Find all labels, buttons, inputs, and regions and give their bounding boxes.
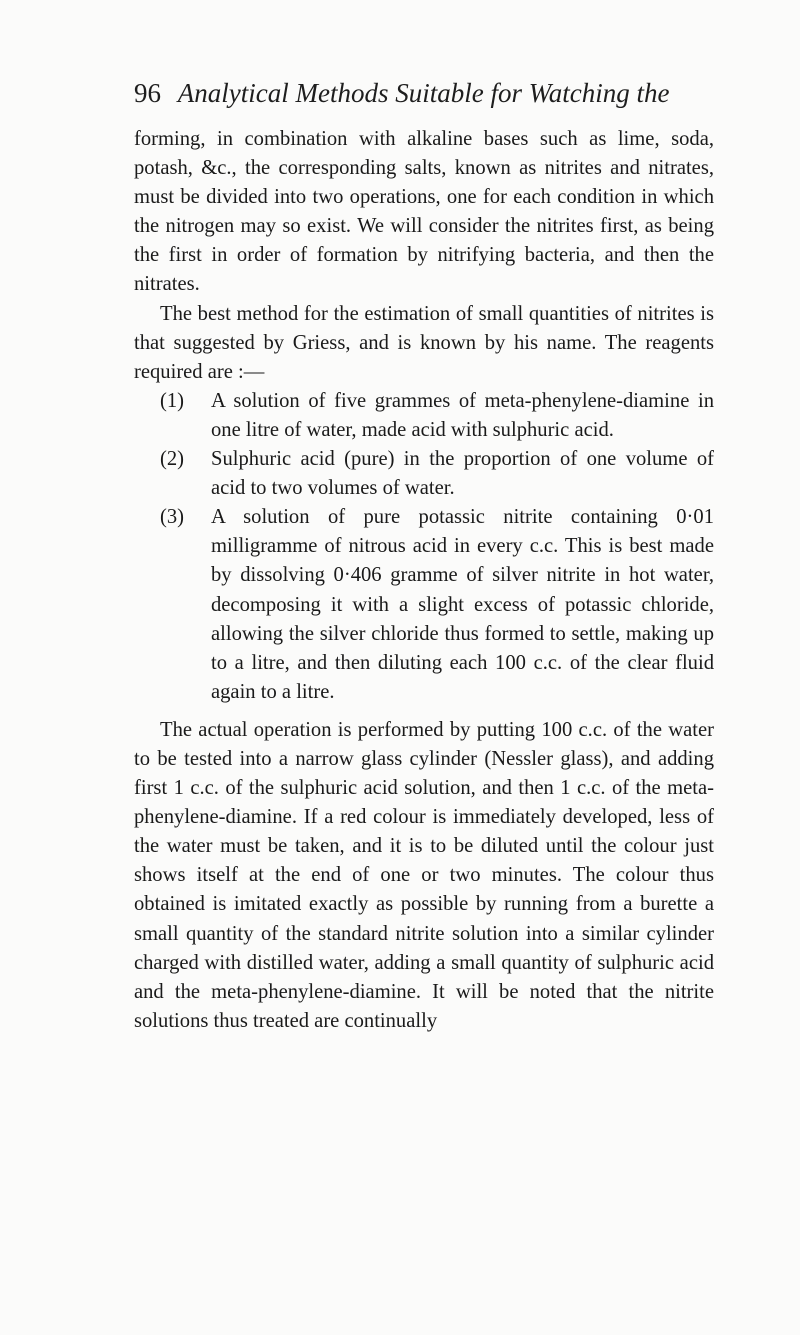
list-item-number: (2) <box>160 448 185 471</box>
paragraph-continued: forming, in combination with alkaline bases such as lime, soda, potash, &c., the corresponding salts, known as nitrites and nitrates, must be divided into two operations, one for each condition in which the nitrogen may so exist. We will consider the nitrites first, as being the first in order of formation by nitrifying bacteria, and then the nitrates. <box>134 128 714 296</box>
list-item-text: A solution of five grammes of meta-phenylene-diamine in one litre of water, made acid with sulphuric acid. <box>211 389 714 441</box>
list-item-text: Sulphuric acid (pure) in the proportion of one volume of acid to two volumes of water. <box>211 448 714 500</box>
list-item <box>160 387 714 445</box>
running-header <box>134 78 714 118</box>
body-text <box>134 125 714 1036</box>
list-item <box>160 503 714 707</box>
list-item <box>160 445 714 503</box>
list-item-number: (1) <box>160 389 185 412</box>
page-number: 96 <box>134 78 161 108</box>
paragraph-griess-method: The best method for the estimation of small quantities of nitrites is that suggested by Griess, and is known by his name. The reagents required are :— <box>134 302 714 383</box>
running-title: Analytical Methods Suitable for Watching the <box>177 78 670 108</box>
paragraph-operation: The actual operation is performed by putting 100 c.c. of the water to be tested into a narrow glass cylinder (Nessler glass), and adding first 1 c.c. of the sulphuric acid solution, and then 1 c.c. of the meta-phenylene-diamine. If a red colour is immediately developed, less of the water must be taken, and it is to be diluted until the colour just shows itself at the end of one or two minutes. The colour thus obtained is imitated exactly as possible by running from a burette a small quantity of the standard nitrite solution into a similar cylinder charged with distilled water, adding a small quantity of sulphuric acid and the meta-phenylene-diamine. It will be noted that the nitrite solutions thus treated are continually <box>134 718 714 1032</box>
list-item-number: (3) <box>160 506 185 529</box>
list-item-text: A solution of pure potassic nitrite containing 0·01 milligramme of nitrous acid in every c.c. This is best made by dissolving 0·406 gramme of silver nitrite in hot water, decomposing it with a slight excess of potassic chloride, allowing the silver chloride thus formed to settle, making up to a litre, and then diluting each 100 c.c. of the clear fluid again to a litre. <box>211 506 714 703</box>
paragraph-gap <box>134 707 714 716</box>
reagent-list <box>134 387 714 707</box>
